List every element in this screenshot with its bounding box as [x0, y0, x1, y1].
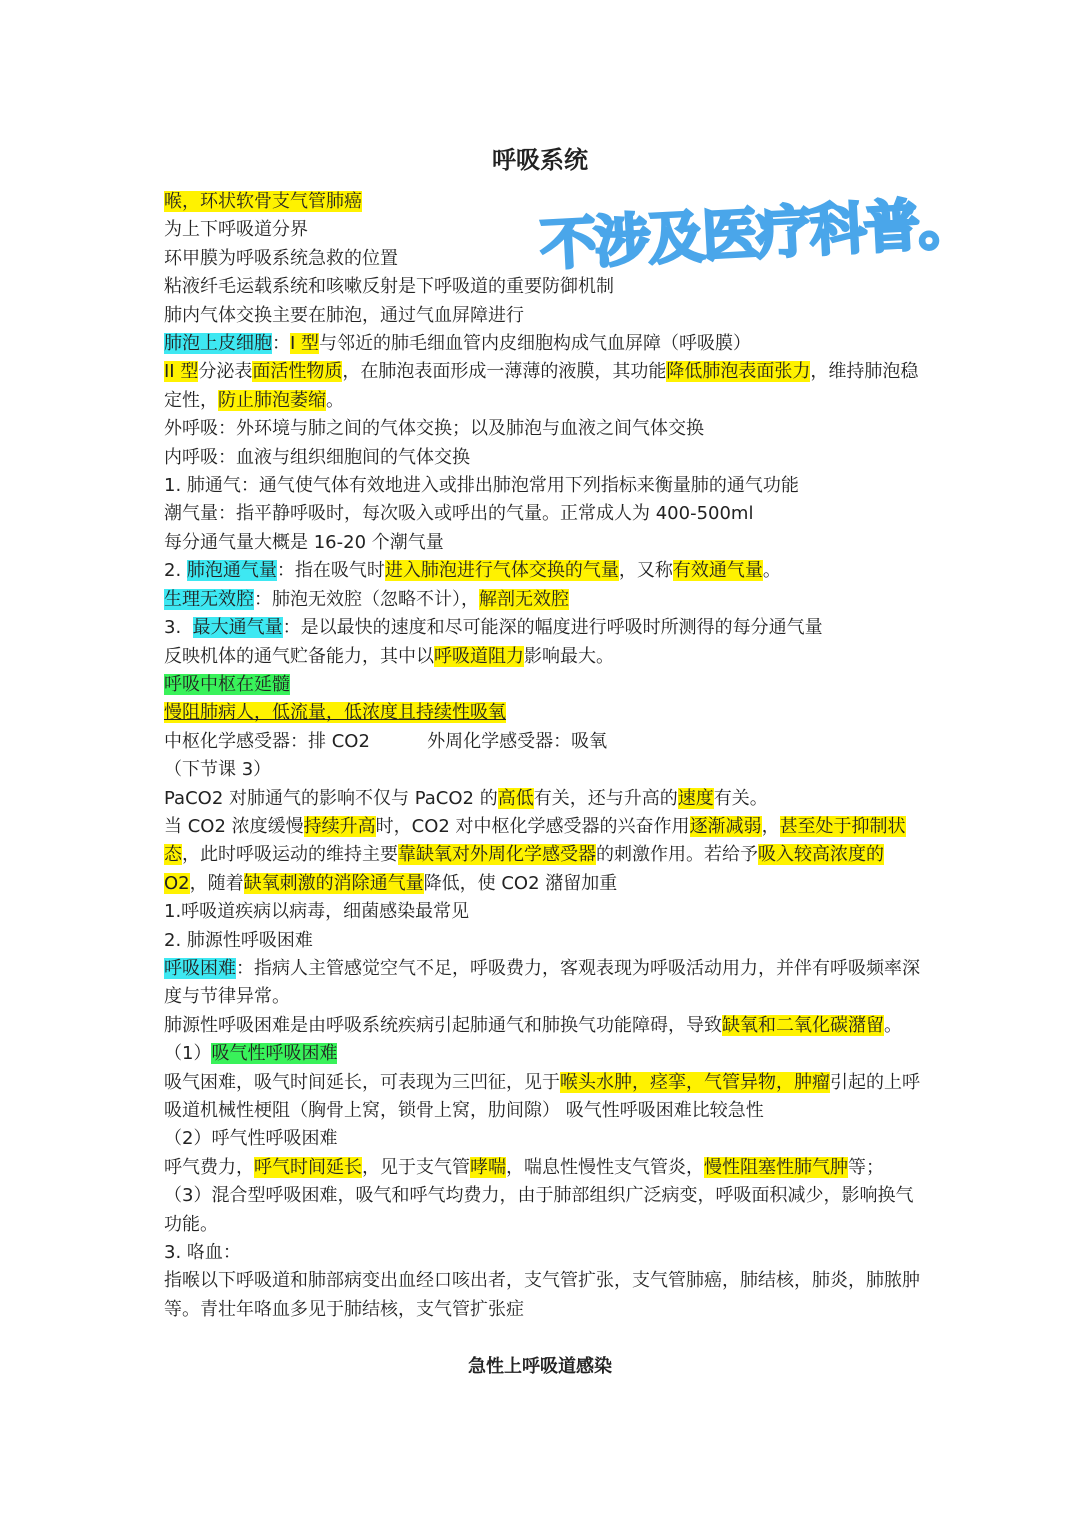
- note-line: [164, 1154, 924, 1182]
- note-line: [164, 330, 924, 358]
- highlight: 进入肺泡进行气体交换的气量: [384, 560, 619, 582]
- text: 呼气费力，: [164, 1156, 254, 1178]
- note-line: 每分通气量大概是 16-20 个潮气量: [164, 531, 444, 553]
- text: 有关。: [713, 787, 768, 809]
- text: 有关，还与升高的: [533, 787, 678, 809]
- note-line: [164, 557, 924, 585]
- text: 反映机体的通气贮备能力，其中以: [164, 645, 434, 667]
- note-line: [164, 1040, 924, 1068]
- note-line: 3. 咯血：: [164, 1242, 241, 1264]
- text: ，喘息性慢性支气管炎，: [506, 1156, 704, 1178]
- text: 引起的上呼吸道机械性梗阻（胸骨上窝，锁骨上窝，肋间隙） 吸气性呼吸困难比较急性: [164, 1071, 920, 1121]
- text: ，见于支气管: [362, 1156, 470, 1178]
- note-paragraph: 指喉以下呼吸道和肺部病变出血经口咳出者，支气管扩张，支气管肺癌，肺结核，肺炎，肺脓肿等。青壮年咯血多见于肺结核，支气管扩张症: [164, 1270, 920, 1320]
- text: 影响最大。: [524, 645, 614, 667]
- highlight: 最大通气量: [192, 617, 283, 639]
- highlight: 呼吸道阻力: [434, 645, 524, 667]
- note-line: 潮气量：指平静呼吸时，每次吸入或呼出的气量。正常成人为 400-500ml: [164, 503, 754, 525]
- text: ，: [761, 815, 780, 837]
- highlight: 吸入较高浓度的 O2: [164, 844, 884, 894]
- watermark: 不涉及医疗科普。: [538, 190, 974, 279]
- note-paragraph: [164, 955, 924, 1012]
- note-line: 2. 肺源性呼吸困难: [164, 929, 313, 951]
- text: ：肺泡无效腔（忽略不计），: [254, 588, 479, 610]
- note-line: [164, 785, 924, 813]
- highlight: 降低肺泡表面张力: [666, 361, 811, 383]
- highlight: 慢阻肺病人，低流量，低浓度且持续性吸氧: [164, 702, 506, 724]
- text: ：指病人主管感觉空气不足，呼吸费力，客观表现为呼吸活动用力，并伴有呼吸频率深度与节律异常。: [164, 957, 920, 1008]
- note-line: [164, 1012, 924, 1040]
- text: 。: [326, 389, 344, 411]
- highlight: 甚至处于抑制状态: [164, 815, 906, 866]
- highlight: 肺泡通气量: [186, 560, 277, 582]
- highlight: 呼吸中枢在延髓: [164, 673, 290, 695]
- text: 时，CO2 对中枢化学感受器的兴奋作用: [375, 815, 690, 837]
- note-line: 1.呼吸道疾病以病毒，细菌感染最常见: [164, 901, 470, 923]
- highlight: 缺氧刺激的消除通气量: [243, 872, 424, 894]
- section-heading: 急性上呼吸道感染: [468, 1356, 612, 1377]
- text: ，在肺泡表面形成一薄薄的液膜，其功能: [342, 361, 667, 383]
- highlight: 吸气性呼吸困难: [211, 1043, 338, 1065]
- text: ，随着: [189, 872, 244, 894]
- highlight: 哮喘: [470, 1156, 506, 1178]
- text: 3.: [164, 617, 193, 639]
- note-line: [164, 586, 924, 614]
- highlight: 面活性物质: [252, 361, 343, 383]
- text: （1）: [164, 1043, 212, 1065]
- highlight: 有效通气量: [672, 560, 763, 582]
- note-line: 肺内气体交换主要在肺泡，通过气血屏障进行: [164, 304, 524, 326]
- highlight: I 型: [290, 333, 320, 355]
- highlight: 喉，环状软骨支气管肺癌: [164, 191, 362, 212]
- note-line: （下节课 3）: [164, 759, 272, 781]
- text: 的刺激作用。若给予: [596, 844, 758, 866]
- note-line: [164, 671, 924, 699]
- highlight: 高低: [497, 787, 534, 809]
- highlight: 逐渐减弱: [689, 815, 762, 837]
- text: 2.: [164, 560, 187, 582]
- highlight: 防止肺泡萎缩: [218, 389, 326, 411]
- text: 与邻近的肺毛细血管内皮细胞构成气血屏障（呼吸膜）: [319, 333, 752, 355]
- note-line: 外呼吸：外环境与肺之间的气体交换；以及肺泡与血液之间气体交换: [164, 418, 704, 440]
- highlight: 缺氧和二氧化碳潴留: [722, 1014, 884, 1036]
- highlight: 持续升高: [303, 815, 376, 837]
- note-line: [164, 188, 924, 216]
- note-paragraph: [164, 358, 924, 415]
- page-title: 呼吸系统: [492, 146, 588, 174]
- note-line: 环甲膜为呼吸系统急救的位置: [164, 247, 398, 269]
- text: 。: [762, 560, 781, 582]
- note-line: [164, 699, 924, 727]
- note-line: 粘液纤毛运载系统和咳嗽反射是下呼吸道的重要防御机制: [164, 276, 614, 298]
- text: ：: [272, 333, 290, 355]
- text: ：是以最快的速度和尽可能深的幅度进行呼吸时所测得的每分通气量: [282, 617, 823, 639]
- note-line: （2）呼气性呼吸困难: [164, 1128, 338, 1150]
- highlight: 喉头水肿，痉挛，气管异物，肿瘤: [560, 1071, 830, 1093]
- highlight: 慢性阻塞性肺气肿: [704, 1156, 848, 1178]
- text: 肺源性呼吸困难是由呼吸系统疾病引起肺通气和肺换气功能障碍，导致: [164, 1014, 722, 1036]
- text: 降低，使 CO2 潴留加重: [423, 872, 618, 894]
- text: ，此时呼吸运动的维持主要: [182, 844, 398, 866]
- highlight: 解剖无效腔: [479, 588, 569, 610]
- highlight: II 型: [164, 361, 199, 383]
- note-line: 为上下呼吸道分界: [164, 219, 308, 241]
- text: 当 CO2 浓度缓慢: [164, 815, 304, 837]
- notes-body: [164, 188, 924, 1324]
- note-paragraph: （3）混合型呼吸困难，吸气和呼气均费力，由于肺部组织广泛病变，呼吸面积减少，影响换气功能。: [164, 1185, 914, 1235]
- text: ，又称: [618, 560, 673, 582]
- note-line: [164, 614, 924, 642]
- note-line: [164, 643, 924, 671]
- highlight: 生理无效腔: [164, 588, 254, 610]
- highlight: 呼吸困难: [164, 957, 236, 979]
- highlight: 呼气时间延长: [254, 1156, 362, 1178]
- text: 吸气困难，吸气时间延长，可表现为三凹征，见于: [164, 1071, 560, 1093]
- note-paragraph: [164, 1069, 924, 1126]
- note-paragraph: [164, 813, 924, 898]
- highlight: 肺泡上皮细胞: [164, 333, 272, 355]
- highlight: 靠缺氧对外周化学感受器: [398, 844, 596, 866]
- text: 等；: [848, 1156, 884, 1178]
- text: 分泌表: [198, 361, 253, 383]
- highlight: 速度: [677, 787, 714, 809]
- note-line: 中枢化学感受器：排 CO2 外周化学感受器：吸氧: [164, 730, 608, 752]
- note-line: 1. 肺通气：通气使气体有效地进入或排出肺泡常用下列指标来衡量肺的通气功能: [164, 475, 799, 497]
- text: ，维持肺泡稳定性，: [164, 361, 919, 411]
- text: ：指在吸气时: [276, 560, 385, 582]
- note-line: 内呼吸：血液与组织细胞间的气体交换: [164, 446, 470, 468]
- text: PaCO2 对肺通气的影响不仅与 PaCO2 的: [164, 787, 498, 809]
- text: 。: [884, 1014, 902, 1036]
